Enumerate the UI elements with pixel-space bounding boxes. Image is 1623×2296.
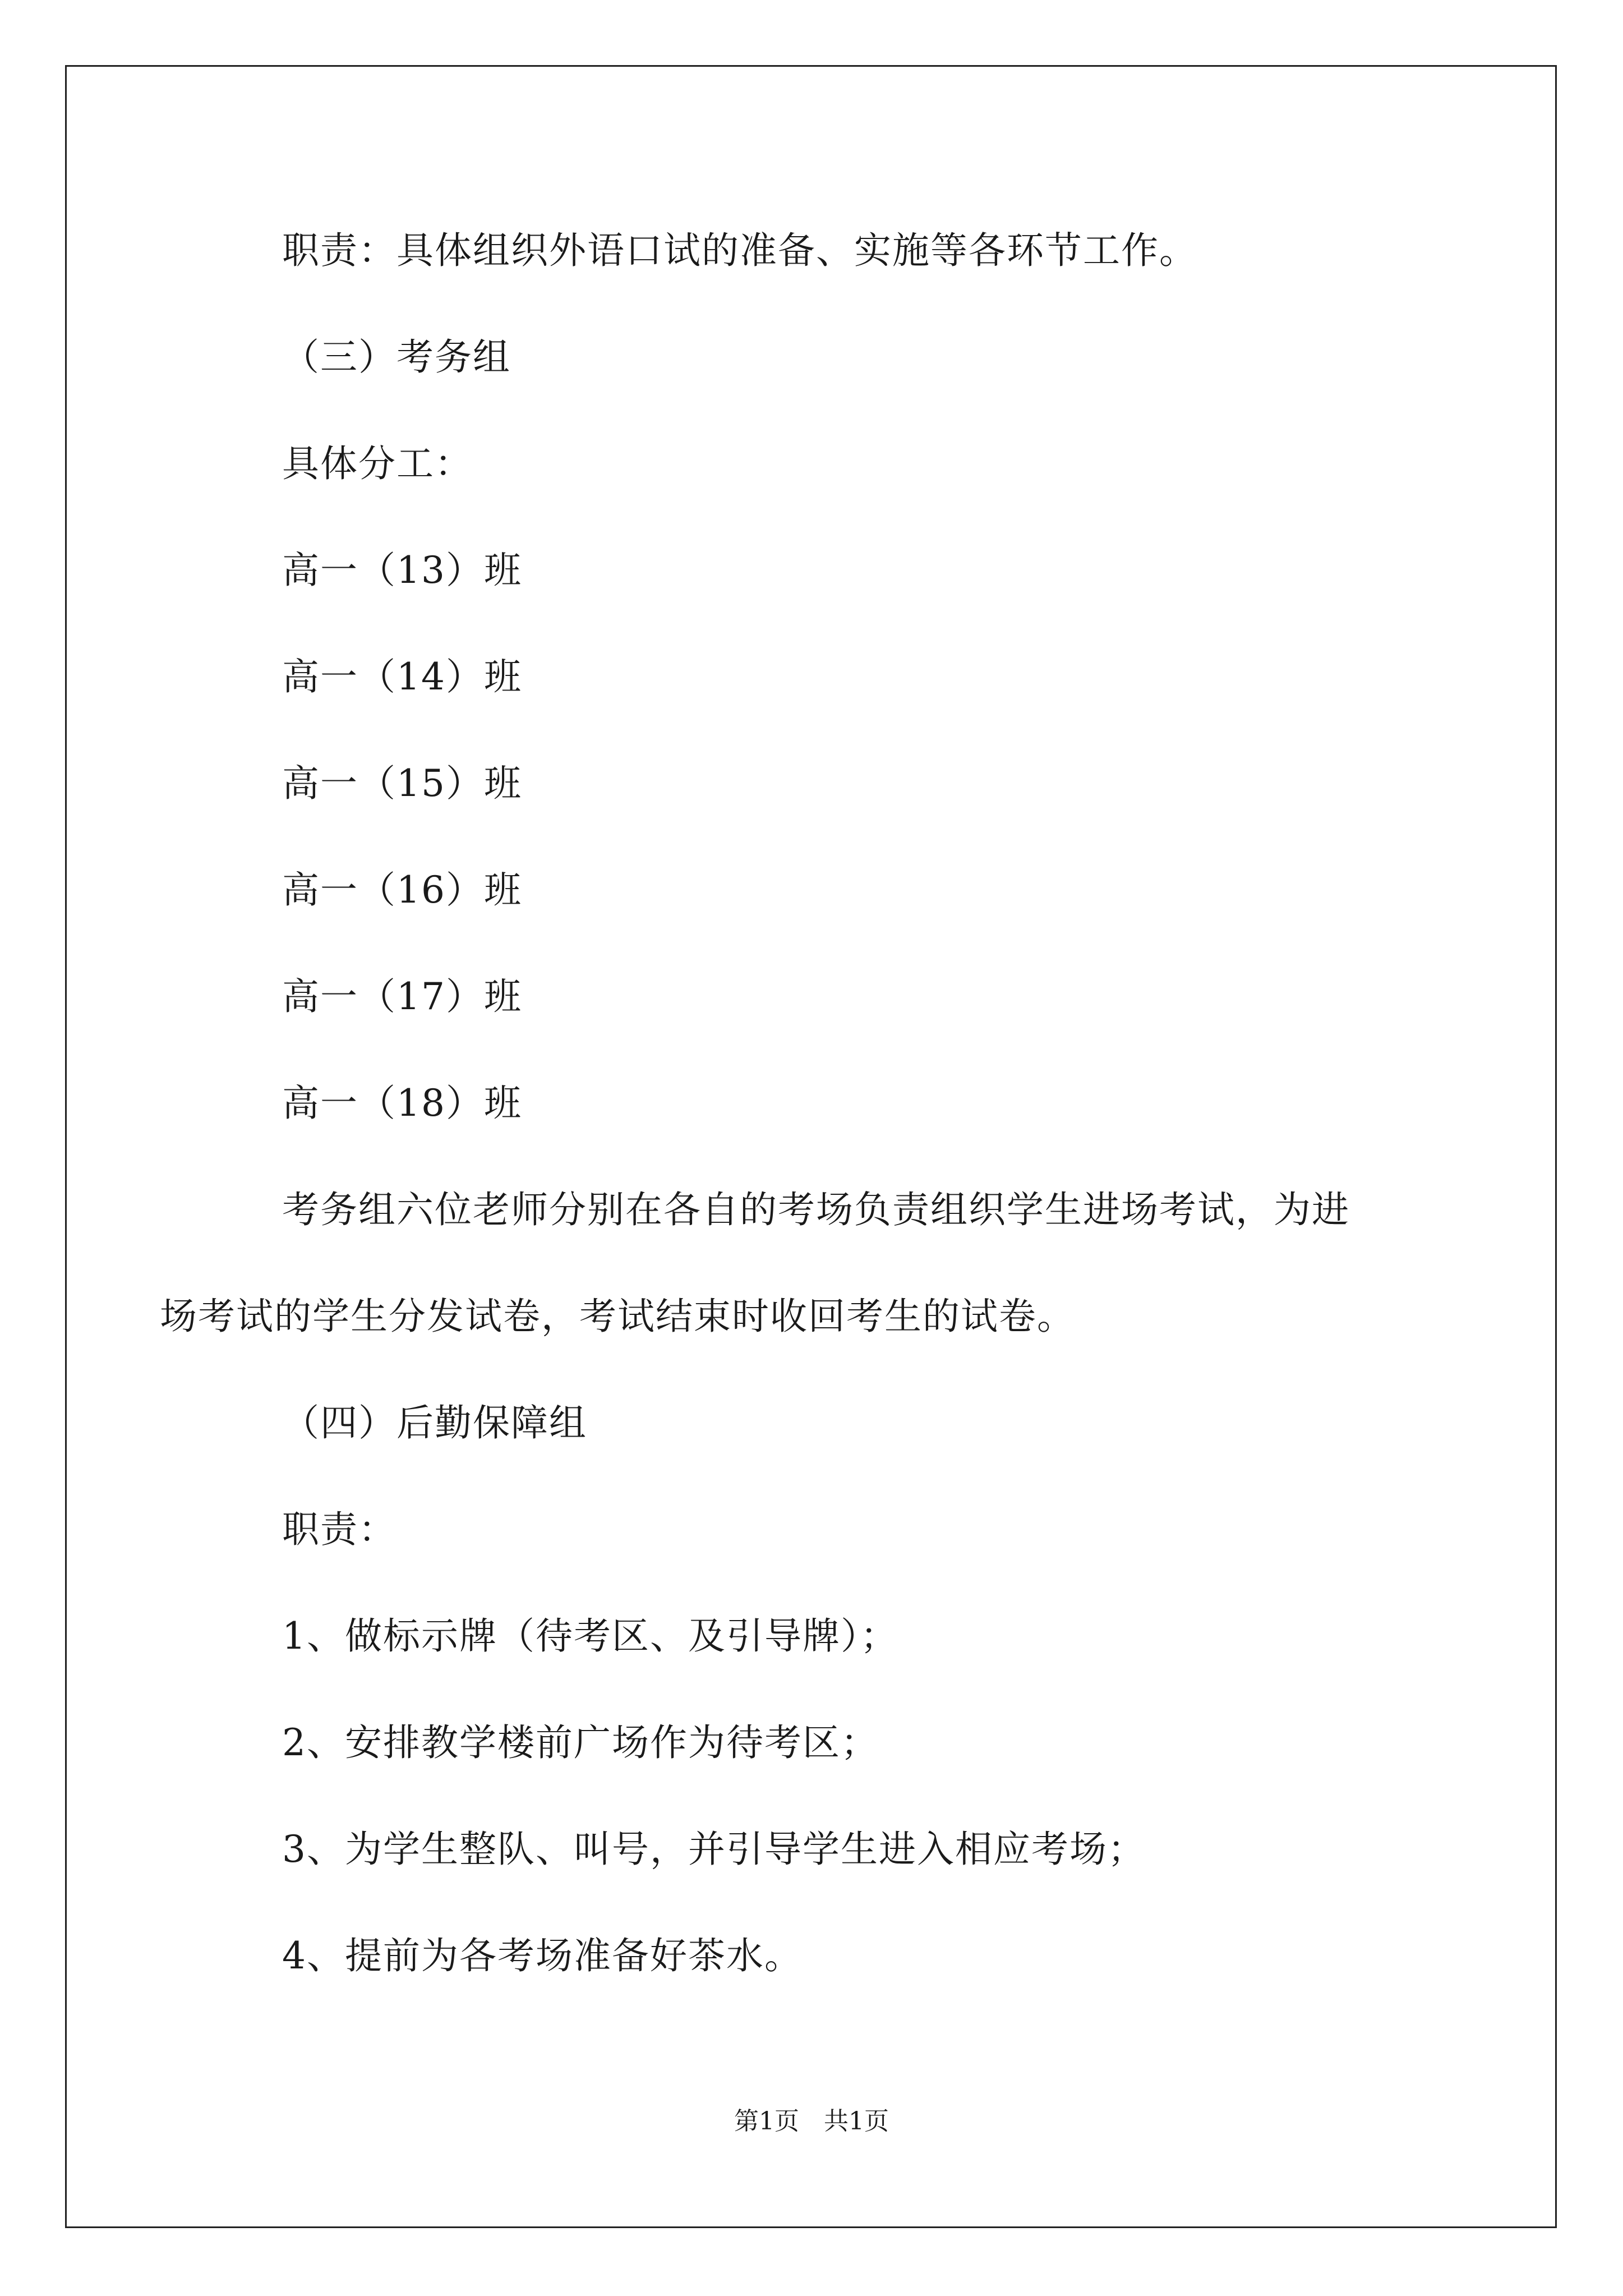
list-item-3: 3、为学生整队、叫号，并引导学生进入相应考场； xyxy=(282,1828,1146,1871)
section-heading-logistics: （四）后勤保障组 xyxy=(282,1401,587,1444)
text-line-duties-label: 职责： xyxy=(282,1508,396,1551)
class-item-17: 高一（17）班 xyxy=(282,975,522,1018)
class-item-14: 高一（14）班 xyxy=(282,655,522,698)
page-border xyxy=(65,65,1557,2228)
page-number-footer: 第1页 共1页 xyxy=(734,2107,889,2136)
paragraph-exam-affairs-line-2: 场考试的学生分发试卷，考试结束时收回考生的试卷。 xyxy=(160,1295,1075,1338)
paragraph-exam-affairs-line-1: 考务组六位老师分别在各自的考场负责组织学生进场考试，为进 xyxy=(282,1188,1350,1231)
list-item-2: 2、安排教学楼前广场作为待考区； xyxy=(282,1721,879,1764)
section-heading-exam-affairs: （三）考务组 xyxy=(282,335,511,379)
text-line-duties-oral-exam: 职责：具体组织外语口试的准备、实施等各环节工作。 xyxy=(282,229,1197,272)
list-item-4: 4、提前为各考场准备好茶水。 xyxy=(282,1934,803,1977)
class-item-15: 高一（15）班 xyxy=(282,762,522,805)
class-item-13: 高一（13）班 xyxy=(282,549,522,592)
text-line-division-label: 具体分工： xyxy=(282,442,473,485)
class-item-18: 高一（18）班 xyxy=(282,1082,522,1125)
list-item-1: 1、做标示牌（待考区、及引导牌）； xyxy=(282,1614,898,1658)
class-item-16: 高一（16）班 xyxy=(282,868,522,912)
